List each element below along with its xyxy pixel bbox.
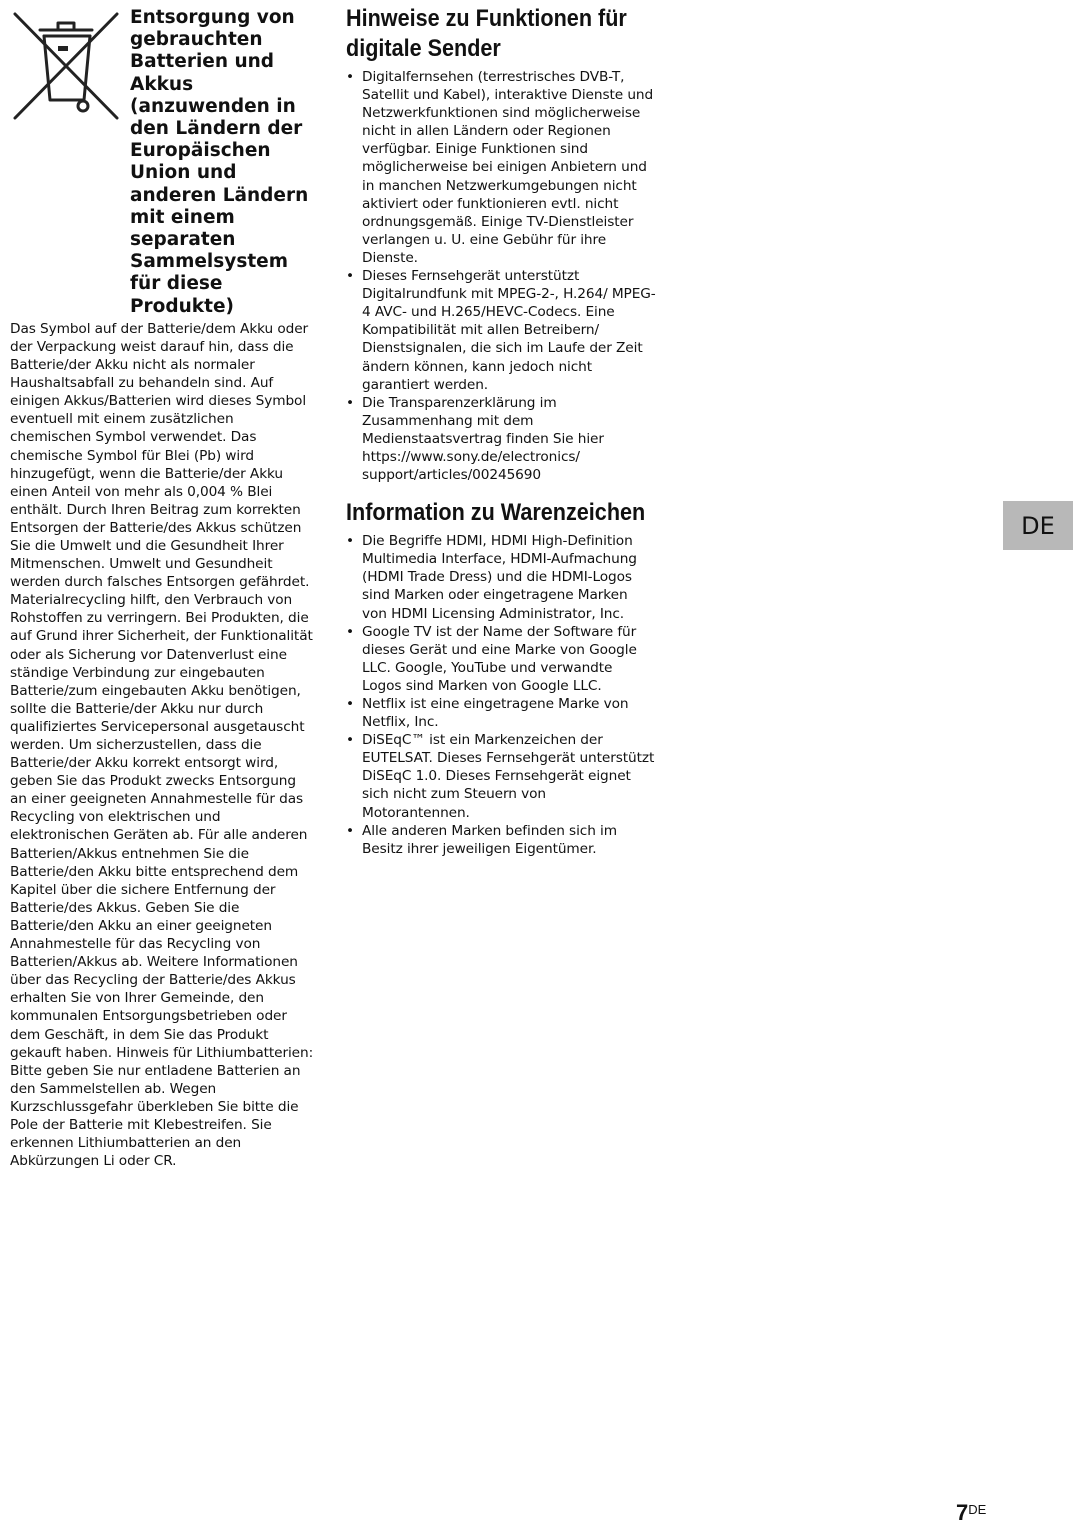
trademarks-list: [346, 532, 656, 858]
language-tab: DE: [1003, 501, 1073, 550]
list-item: • Digitalfernsehen (terrestrisches DVB-T, Satellit und Kabel), interaktive Dienste und Netzwerkfunktionen sind möglicherweise nicht in allen Ländern oder Regionen verfügbar. Einige Funktionen sind möglicherweise bei einigen Anbietern und in manchen Netzwerkumgebungen nicht aktiviert oder funktionieren evtl. nicht ordnungsgemäß. Einige TV-Dienstleister verlangen u. U. eine Gebühr für ihre Dienste.: [346, 68, 656, 267]
info-column: [346, 4, 656, 858]
list-item: • Dieses Fernsehgerät unterstützt Digitalrundfunk mit MPEG-2-, H.264/ MPEG-4 AVC- und H.265/HEVC-Codecs. Eine Kompatibilität mit allen Betreibern/ Dienstsignalen, die sich im Laufe der Zeit ändern können, kann jedoch nicht garantiert werden.: [346, 267, 656, 394]
battery-heading-row: [10, 6, 316, 318]
list-item: • Netflix ist eine eingetragene Marke von Netflix, Inc.: [346, 695, 656, 731]
trademarks-title: Information zu Warenzeichen: [346, 499, 646, 527]
digital-functions-title-line1: Hinweise zu Funktionen für: [346, 5, 627, 32]
page-number-suffix: DE: [968, 1502, 987, 1517]
list-item: • Google TV ist der Name der Software für dieses Gerät und eine Marke von Google LLC. Google, YouTube und verwandte Logos sind Marken von Google LLC.: [346, 623, 656, 695]
battery-disposal-section: [10, 6, 316, 1170]
list-item: • Die Begriffe HDMI, HDMI High-Definition Multimedia Interface, HDMI-Aufmachung (HDMI Trade Dress) und die HDMI-Logos sind Marken oder eingetragene Marken von HDMI Licensing Administrator, Inc.: [346, 532, 656, 622]
list-item: • DiSEqC™ ist ein Markenzeichen der EUTELSAT. Dieses Fernsehgerät unterstützt DiSEqC 1.0. Dieses Fernsehgerät eignet sich nicht zum Steuern von Motorantennen.: [346, 731, 656, 821]
digital-functions-title: [346, 4, 625, 64]
trademarks-section: [346, 498, 656, 858]
digital-functions-title-line2: digitale Sender: [346, 35, 501, 62]
battery-disposal-text: Das Symbol auf der Batterie/dem Akku oder der Verpackung weist darauf hin, dass die Batterie/der Akku nicht als normaler Haushaltsabfall zu behandeln sind. Auf einigen Akkus/Batterien wird dieses Symbol eventuell mit einem zusätzlichen chemischen Symbol verwendet. Das chemische Symbol für Blei (Pb) wird hinzugefügt, wenn die Batterie/der Akku einen Anteil von mehr als 0,004 % Blei enthält. Durch Ihren Beitrag zum korrekten Entsorgen der Batterie/des Akkus schützen Sie die Umwelt und die Gesundheit Ihrer Mitmenschen. Umwelt und Gesundheit werden durch falsches Entsorgen gefährdet. Materialrecycling hilft, den Verbrauch von Rohstoffen zu verringern. Bei Produkten, die auf Grund ihrer Sicherheit, der Funktionalität oder als Sicherung vor Datenverlust eine ständige Verbindung zur eingebauten Batterie/zum eingebauten Akku benötigen, sollte die Batterie/der Akku nur durch qualifiziertes Servicepersonal ausgetauscht werden. Um sicherzustellen, dass die Batterie/der Akku korrekt entsorgt wird, geben Sie das Produkt zwecks Entsorgung an einer geeigneten Annahmestelle für das Recycling von elektrischen und elektronischen Geräten ab. Für alle anderen Batterien/Akkus entnehmen Sie die Batterie/den Akku bitte entsprechend dem Kapitel über die sichere Entfernung der Batterie/des Akkus. Geben Sie die Batterie/den Akku an einer geeigneten Annahmestelle für das Recycling von Batterien/Akkus ab. Weitere Informationen über das Recycling der Batterie/des Akkus erhalten Sie von Ihrer Gemeinde, den kommunalen Entsorgungsbetrieben oder dem Geschäft, in dem Sie das Produkt gekauft haben. Hinweis für Lithiumbatterien: Bitte geben Sie nur entladene Batterien an den Sammelstellen ab. Wegen Kurzschlussgefahr überkleben Sie bitte die Pole der Batterie mit Klebestreifen. Sie erkennen Lithiumbatterien an den Abkürzungen Li oder CR.: [10, 320, 314, 1170]
list-item: • Die Transparenzerklärung im Zusammenhang mit dem Medienstaatsvertrag finden Sie hier https://www.sony.de/electronics/ support/articles/00245690: [346, 394, 656, 484]
battery-disposal-title: Entsorgung von gebrauchten Batterien und Akkus (anzuwenden in den Ländern der Europäischen Union und anderen Ländern mit einem separaten Sammelsystem für diese Produkte): [130, 7, 309, 317]
digital-functions-list: [346, 68, 656, 484]
crossed-out-wheeled-bin-icon: [10, 8, 122, 124]
page-number-value: 7: [956, 1500, 969, 1525]
digital-functions-section: [346, 4, 656, 484]
page-number: [956, 1500, 986, 1526]
list-item: • Alle anderen Marken befinden sich im Besitz ihrer jeweiligen Eigentümer.: [346, 822, 656, 858]
